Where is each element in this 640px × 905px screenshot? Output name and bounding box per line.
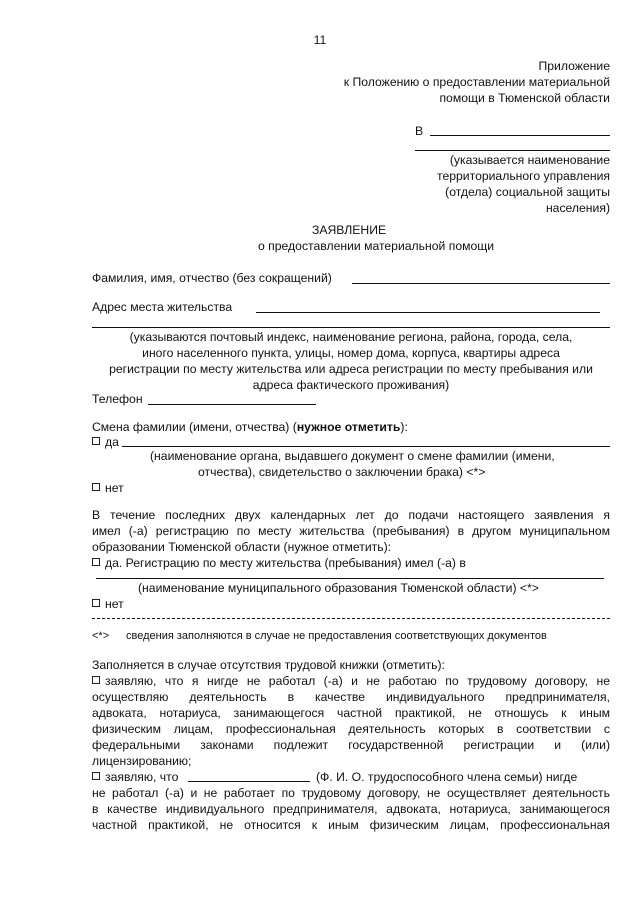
checkbox-icon[interactable]: [92, 483, 100, 491]
fio-field[interactable]: [352, 283, 610, 284]
dashed-separator: [92, 618, 610, 619]
name-change-no-option[interactable]: нет: [92, 480, 124, 496]
document-title: ЗАЯВЛЕНИЕ: [312, 223, 387, 237]
checkbox-icon[interactable]: [92, 558, 100, 566]
registration-text-3: образовании Тюменской области (нужное отметить):: [92, 540, 392, 554]
workbook-option-1-line-5: федеральными законами подлежит государственной регистрации и (или): [92, 738, 610, 752]
name-change-note-1: (наименование органа, выдавшего документ о смене фамилии (имени,: [150, 449, 555, 463]
address-field-2[interactable]: [92, 327, 610, 328]
address-note-1: (указываются почтовый индекс, наименование региона, района, города, села,: [129, 330, 573, 344]
workbook-option-2-line-3: в качестве индивидуального предпринимателя, адвоката, нотариуса, занимающегося: [92, 802, 610, 816]
addressee-line-1[interactable]: [430, 135, 610, 136]
workbook-option-2-line-4: частной практикой, не относится к иным физическим лицам, профессиональная: [92, 818, 610, 832]
checkbox-icon[interactable]: [92, 437, 100, 445]
phone-label: Телефон: [92, 392, 143, 406]
addressee-note-1: (указывается наименование: [449, 153, 610, 167]
name-change-authority-field[interactable]: [122, 446, 610, 447]
registration-no-option[interactable]: нет: [92, 596, 124, 612]
addressee-note-2: территориального управления: [437, 169, 610, 183]
address-field[interactable]: [256, 312, 600, 313]
address-note-4: адреса фактического проживания): [252, 378, 450, 392]
addressee-line-2[interactable]: [415, 150, 610, 151]
family-member-fio-field[interactable]: [188, 781, 310, 782]
workbook-option-1-line-1[interactable]: заявляю, что я нигде не работал (-а) и не работаю по трудовому договору, не: [92, 673, 610, 689]
workbook-option-1-line-4: физическим лицам, профессиональная деятельность которых в соответствии с: [92, 722, 610, 736]
workbook-option-2-mid: (Ф. И. О. трудоспособного члена семьи) нигде: [316, 770, 578, 784]
appendix-line-3: помощи в Тюменской области: [439, 91, 610, 105]
addressee-note-3: (отдела) социальной защиты: [445, 185, 610, 199]
registration-yes-option[interactable]: да. Регистрацию по месту жительства (пребывания) имел (-а) в: [92, 555, 466, 571]
name-change-note-2: отчества), свидетельство о заключении брака) <*>: [198, 465, 486, 479]
checkbox-icon[interactable]: [92, 772, 100, 780]
checkbox-icon[interactable]: [92, 676, 100, 684]
appendix-line-1: Приложение: [538, 59, 610, 73]
appendix-line-2: к Положению о предоставлении материальной: [343, 75, 610, 89]
checkbox-icon[interactable]: [92, 599, 100, 607]
registration-text-2: имел (-а) регистрацию по месту жительства (пребывания) в другом муниципальном: [92, 524, 610, 538]
workbook-intro: Заполняется в случае отсутствия трудовой книжки (отметить):: [92, 658, 445, 672]
page-number: 11: [313, 33, 327, 47]
name-change-label: Смена фамилии (имени, отчества) (нужное отметить):: [92, 420, 408, 434]
registration-municipality-field[interactable]: [96, 578, 604, 579]
workbook-option-2-start[interactable]: заявляю, что: [92, 769, 178, 785]
footnote-text: сведения заполняются в случае не предоставления соответствующих документов: [126, 630, 547, 642]
addressee-note-4: населения): [545, 201, 610, 215]
footnote-mark: <*>: [92, 630, 110, 642]
address-note-3: регистрации по месту жительства или адреса регистрации по месту пребывания или: [109, 362, 593, 376]
document-subtitle: о предоставлении материальной помощи: [258, 239, 495, 253]
address-note-2: иного населенного пункта, улицы, номер дома, корпуса, квартиры адреса: [142, 346, 560, 360]
workbook-option-2-line-2: не работал (-а) и не работает по трудовому договору, не осуществляет деятельность: [92, 786, 610, 800]
fio-label: Фамилия, имя, отчество (без сокращений): [92, 271, 332, 285]
addressee-prefix: В: [415, 124, 424, 138]
registration-note: (наименование муниципального образования Тюменской области) <*>: [138, 581, 539, 595]
name-change-yes-option[interactable]: да: [92, 434, 119, 450]
workbook-option-1-line-6: лицензированию;: [92, 754, 192, 768]
registration-text-1: В течение последних двух календарных лет до подачи настоящего заявления я: [92, 508, 610, 522]
workbook-option-1-line-3: адвоката, нотариуса, занимающегося частной практикой, не отношусь к иным: [92, 706, 610, 720]
workbook-option-1-line-2: осуществляю деятельность в качестве индивидуального предпринимателя,: [92, 690, 610, 704]
address-label: Адрес места жительства: [92, 300, 233, 314]
phone-field[interactable]: [148, 404, 316, 405]
